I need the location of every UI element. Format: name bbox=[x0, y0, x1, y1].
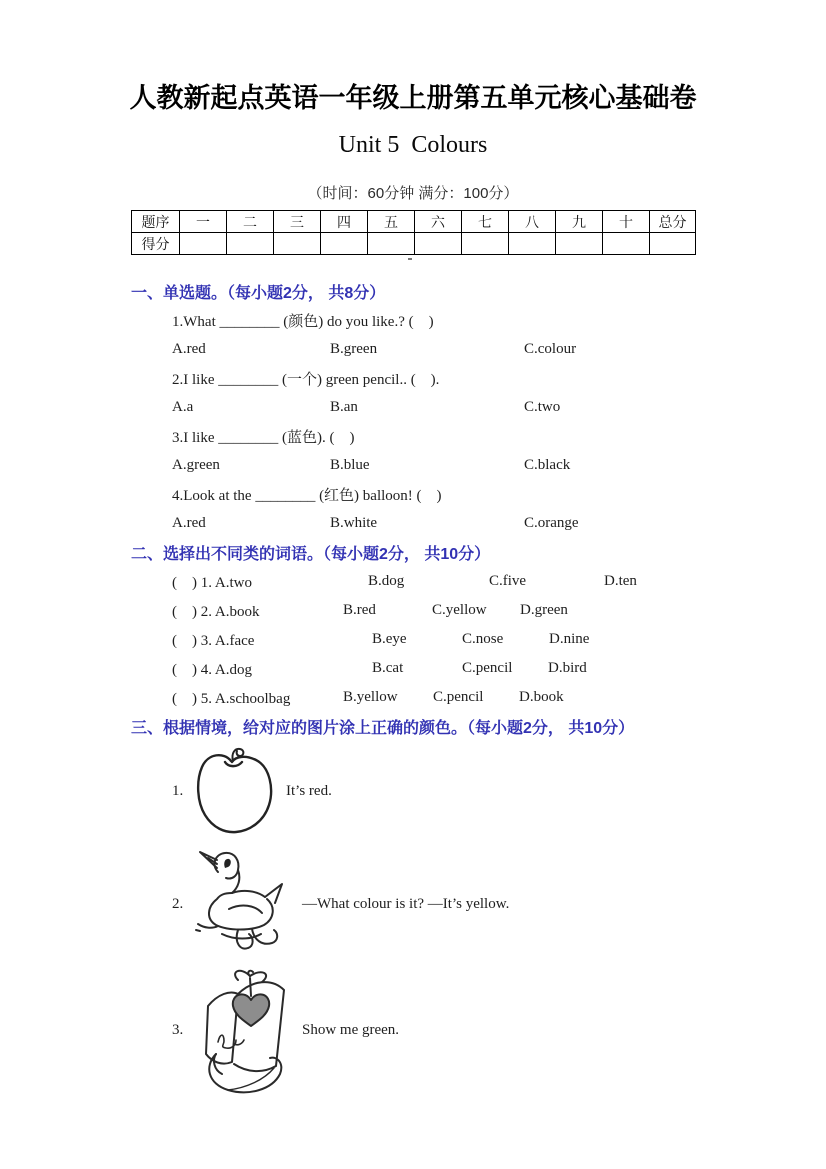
option-c: C.five bbox=[489, 573, 527, 589]
score-table-score-row bbox=[132, 233, 696, 255]
section3-heading: 三、根据情境，给对应的图片涂上正确的颜色。（每小题2分， 共10分） bbox=[131, 720, 635, 737]
option-a: ( ) 3. A.face bbox=[172, 633, 255, 649]
page-title: 人教新起点英语一年级上册第五单元核心基础卷 bbox=[129, 83, 697, 113]
option-b: B.dog bbox=[368, 573, 405, 589]
question-text: 3.I like ________ (蓝色). ( ) bbox=[172, 430, 355, 446]
option-a: ( ) 5. A.schoolbag bbox=[172, 691, 291, 707]
option-b: B.white bbox=[330, 515, 378, 531]
option-b: B.cat bbox=[372, 660, 404, 676]
score-cell bbox=[368, 233, 415, 255]
option-c: C.black bbox=[524, 457, 571, 473]
score-column-label: 六 bbox=[415, 211, 462, 233]
item-number: 2. bbox=[172, 895, 184, 912]
unit-subtitle: Unit 5 Colours bbox=[338, 132, 488, 158]
odd-one-out-row bbox=[172, 625, 697, 654]
option-a: A.a bbox=[172, 399, 194, 415]
apple-outline-drawing bbox=[194, 746, 286, 836]
question-text: 2.I like ________ (一个) green pencil.. ( ). bbox=[172, 372, 440, 388]
score-column-label: 十 bbox=[603, 211, 650, 233]
score-column-label: 总分 bbox=[650, 211, 696, 233]
odd-one-out-row bbox=[172, 567, 697, 596]
item-caption: —What colour is it? —It’s yellow. bbox=[302, 895, 510, 912]
option-b: B.an bbox=[330, 399, 358, 415]
option-b: B.blue bbox=[330, 457, 370, 473]
exam-body bbox=[131, 210, 697, 1100]
option-a: A.red bbox=[172, 341, 206, 357]
score-cell bbox=[274, 233, 321, 255]
exam-time-score-meta: （时间：60分钟 满分：100分） bbox=[307, 185, 519, 202]
option-a: ( ) 2. A.book bbox=[172, 604, 260, 620]
score-column-label: 四 bbox=[321, 211, 368, 233]
option-a: A.green bbox=[172, 457, 220, 473]
score-table-corner-label: 题序 bbox=[132, 211, 180, 233]
item-number: 3. bbox=[172, 1021, 184, 1038]
score-cell bbox=[227, 233, 274, 255]
option-d: D.book bbox=[519, 689, 564, 705]
option-d: D.ten bbox=[604, 573, 637, 589]
score-column-label: 七 bbox=[462, 211, 509, 233]
question-options bbox=[172, 451, 697, 480]
option-a: ( ) 1. A.two bbox=[172, 575, 252, 591]
heart-card-outline-drawing bbox=[194, 962, 302, 1098]
score-column-label: 九 bbox=[556, 211, 603, 233]
score-row-label: 得分 bbox=[132, 233, 180, 255]
colouring-item bbox=[172, 848, 697, 960]
option-b: B.red bbox=[343, 602, 376, 618]
option-c: C.pencil bbox=[433, 689, 484, 705]
option-b: B.eye bbox=[372, 631, 407, 647]
stray-mark bbox=[408, 258, 412, 260]
duck-outline-drawing bbox=[194, 850, 302, 958]
option-c: C.two bbox=[524, 399, 561, 415]
odd-one-out-row bbox=[172, 596, 697, 625]
option-c: C.nose bbox=[462, 631, 504, 647]
question-options bbox=[172, 393, 697, 422]
score-cell bbox=[180, 233, 227, 255]
question-text: 1.What ________ (颜色) do you like.? ( ) bbox=[172, 314, 434, 330]
odd-one-out-row bbox=[172, 654, 697, 683]
option-b: B.yellow bbox=[343, 689, 398, 705]
item-number: 1. bbox=[172, 782, 184, 799]
score-column-label: 一 bbox=[180, 211, 227, 233]
colouring-item bbox=[172, 741, 697, 841]
colouring-item bbox=[172, 960, 697, 1100]
score-column-label: 八 bbox=[509, 211, 556, 233]
score-table bbox=[131, 210, 696, 255]
score-cell bbox=[509, 233, 556, 255]
score-table-header-row bbox=[132, 211, 696, 233]
option-c: C.colour bbox=[524, 341, 577, 357]
option-d: D.nine bbox=[549, 631, 590, 647]
option-c: C.yellow bbox=[432, 602, 487, 618]
option-a: A.red bbox=[172, 515, 206, 531]
question-options bbox=[172, 509, 697, 538]
score-column-label: 三 bbox=[274, 211, 321, 233]
score-cell bbox=[556, 233, 603, 255]
score-cell bbox=[603, 233, 650, 255]
question-options bbox=[172, 335, 697, 364]
score-cell bbox=[650, 233, 696, 255]
question-text: 4.Look at the ________ (红色) balloon! ( ) bbox=[172, 488, 442, 504]
option-d: D.green bbox=[520, 602, 568, 618]
score-column-label: 二 bbox=[227, 211, 274, 233]
item-caption: Show me green. bbox=[302, 1021, 400, 1038]
section2-heading: 二、选择出不同类的词语。（每小题2分， 共10分） bbox=[131, 546, 491, 563]
odd-one-out-row bbox=[172, 683, 697, 712]
score-cell bbox=[321, 233, 368, 255]
item-caption: It’s red. bbox=[286, 782, 332, 799]
score-cell bbox=[415, 233, 462, 255]
score-column-label: 五 bbox=[368, 211, 415, 233]
option-d: D.bird bbox=[548, 660, 587, 676]
section1-heading: 一、单选题。（每小题2分， 共8分） bbox=[131, 285, 386, 302]
option-c: C.orange bbox=[524, 515, 579, 531]
option-c: C.pencil bbox=[462, 660, 513, 676]
score-cell bbox=[462, 233, 509, 255]
option-b: B.green bbox=[330, 341, 378, 357]
option-a: ( ) 4. A.dog bbox=[172, 662, 252, 678]
